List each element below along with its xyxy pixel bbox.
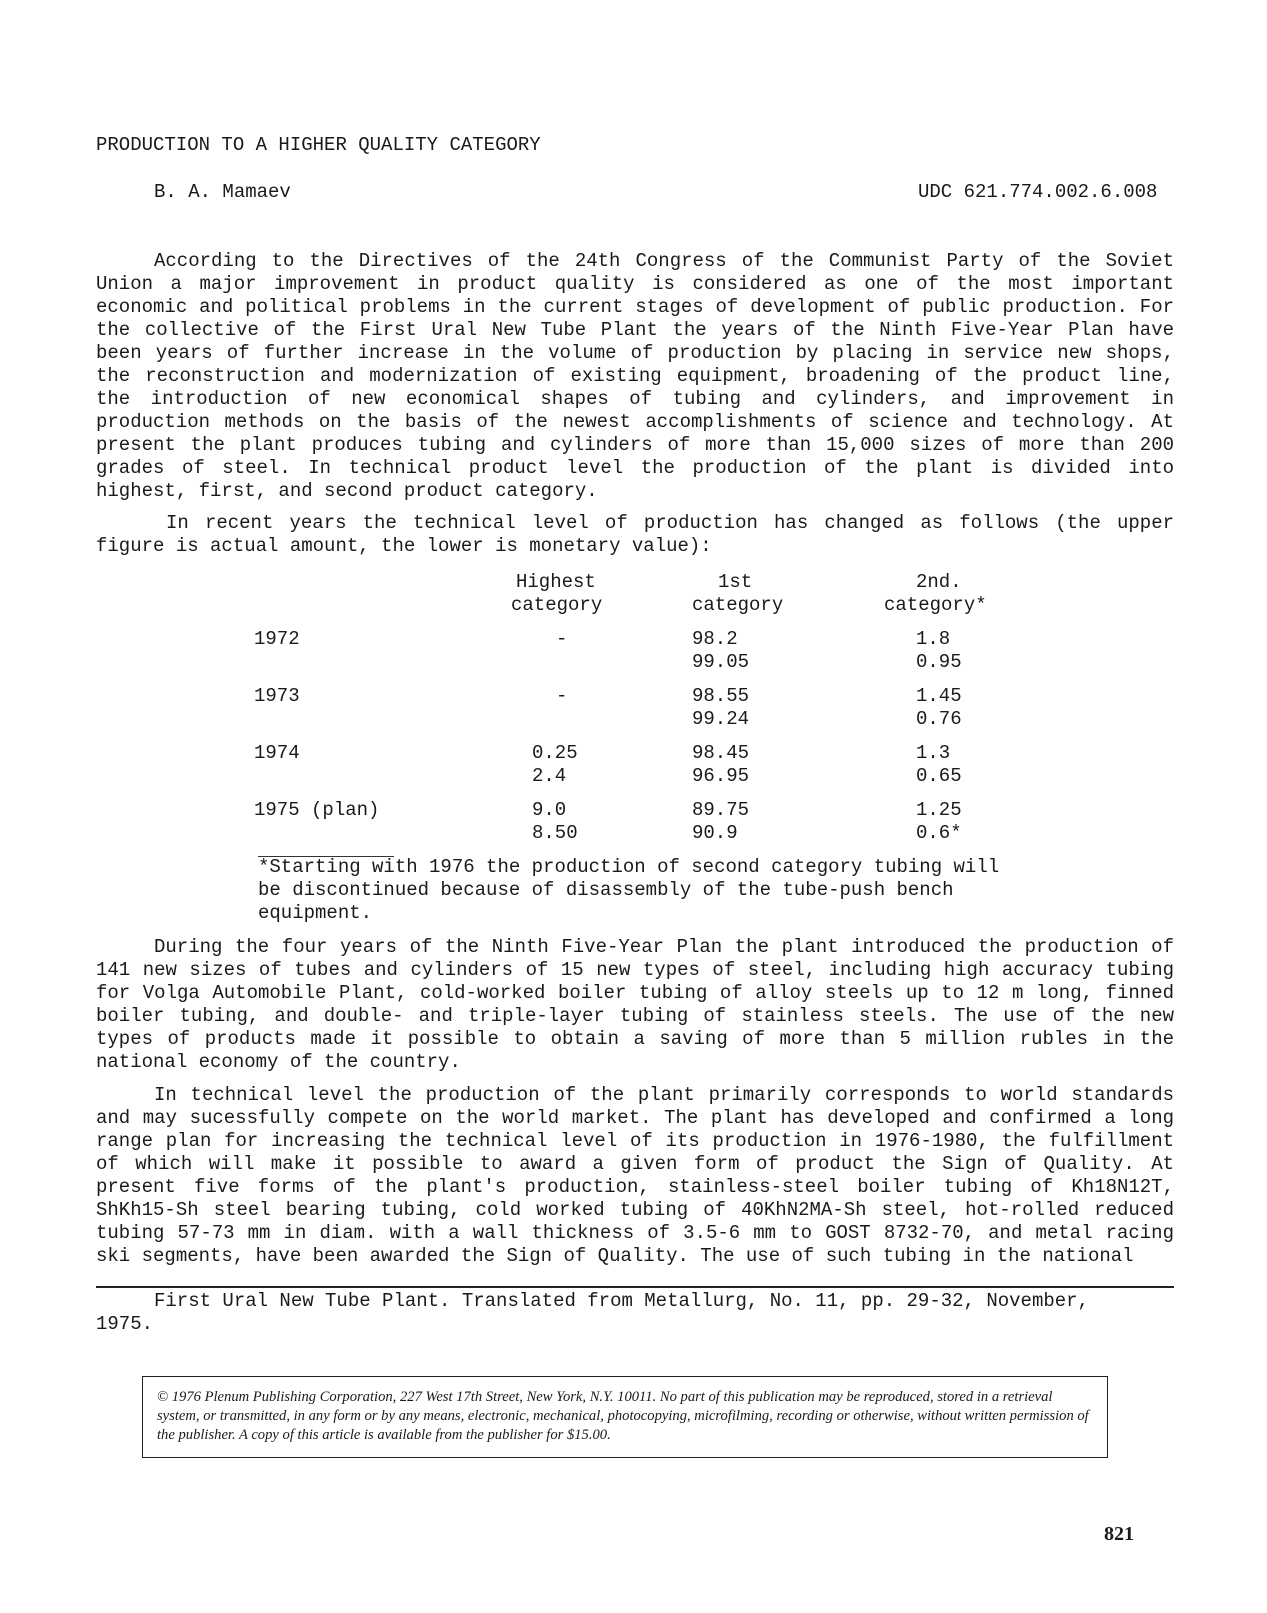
- footer-divider: [96, 1286, 1174, 1288]
- row-year: 1975 (plan): [254, 799, 380, 821]
- copyright-notice: © 1976 Plenum Publishing Corporation, 227 West 17th Street, New York, N.Y. 10011. No part of this publication may be reproduced, stored in a retrieval system, or transmitted, in any form or by any means, electronic, mechanical, photocopying, microfilming, recording or otherwise, without written permission of the publisher. A copy of this article is available from the publisher for $15.00.: [142, 1376, 1108, 1458]
- paragraph-world-standards: In technical level the production of the plant primarily corresponds to world standards and may sucessfully compete on the world market. The plant has developed and confirmed a long range plan for increasing the technical level of its production in 1976-1980, the fulfillment of which will make it possible to award a given form of product the Sign of Quality. At present five forms of the plant's production, stainless-steel boiler tubing of Kh18N12T, ShKh15-Sh steel bearing tubing, cold worked tubing of 40KhN2MA-Sh steel, hot-rolled reduced tubing 57-73 mm in diam. with a wall thickness of 3.5-6 mm to GOST 8732-70, and metal racing ski segments, have been awarded the Sign of Quality. The use of such tubing in the national: [96, 1084, 1174, 1267]
- paragraph-new-products: During the four years of the Ninth Five-Year Plan the plant introduced the production of 141 new sizes of tubes and cylinders of 15 new types of steel, including high accuracy tubing for Volga Automobile Plant, cold-worked boiler tubing of alloy steels up to 12 m long, finned boiler tubing, and double- and triple-layer tubing of stainless steels. The use of the new types of products made it possible to obtain a saving of more than 5 million rubles in the national economy of the country.: [96, 936, 1174, 1073]
- cell-highest-monetary: 8.50: [532, 822, 578, 844]
- cell-highest-actual: -: [556, 685, 568, 707]
- cell-first-monetary: 96.95: [692, 765, 750, 787]
- cell-second-actual: 1.45: [916, 685, 962, 707]
- cell-second-actual: 1.25: [916, 799, 962, 821]
- row-year: 1974: [254, 742, 300, 764]
- header-second-line2: category*: [884, 594, 987, 616]
- row-year: 1972: [254, 628, 300, 650]
- article-title: PRODUCTION TO A HIGHER QUALITY CATEGORY: [96, 134, 541, 156]
- row-year: 1973: [254, 685, 300, 707]
- cell-highest-actual: 9.0: [532, 799, 567, 821]
- cell-first-monetary: 90.9: [692, 822, 738, 844]
- cell-highest-actual: 0.25: [532, 742, 578, 764]
- cell-second-monetary: 0.65: [916, 765, 962, 787]
- header-highest-line1: Highest: [516, 571, 596, 593]
- header-second-line1: 2nd.: [916, 571, 962, 593]
- paragraph-intro: According to the Directives of the 24th Congress of the Communist Party of the Soviet Union a major improvement in product quality is considered as one of the most important economic and political problems in the current stages of development of public production. For the collective of the First Ural New Tube Plant the years of the Ninth Five-Year Plan have been years of further increase in the volume of production by placing in service new shops, the reconstruction and modernization of existing equipment, broadening of the product line, the introduction of new economical shapes of tubing and cylinders, and improvement in production methods on the basis of the newest accomplishments of science and technology. At present the plant produces tubing and cylinders of more than 15,000 sizes of more than 200 grades of steel. In technical product level the production of the plant is divided into highest, first, and second product category.: [96, 250, 1174, 502]
- cell-second-monetary: 0.6*: [916, 822, 962, 844]
- cell-second-monetary: 0.76: [916, 708, 962, 730]
- page-number: 821: [1104, 1523, 1134, 1545]
- cell-highest-monetary: 2.4: [532, 765, 567, 787]
- cell-second-actual: 1.8: [916, 628, 951, 650]
- header-first-line2: category: [692, 594, 784, 616]
- affiliation-note: First Ural New Tube Plant. Translated from Metallurg, No. 11, pp. 29-32, November, 1975.: [96, 1290, 1089, 1335]
- cell-first-actual: 98.2: [692, 628, 738, 650]
- cell-first-monetary: 99.24: [692, 708, 750, 730]
- udc-code: UDC 621.774.002.6.008: [918, 181, 1158, 203]
- cell-first-actual: 89.75: [692, 799, 750, 821]
- author-name: B. A. Mamaev: [154, 181, 291, 203]
- cell-first-monetary: 99.05: [692, 651, 750, 673]
- cell-first-actual: 98.45: [692, 742, 750, 764]
- paragraph-table-intro: In recent years the technical level of production has changed as follows (the upper figure is actual amount, the lower is monetary value):: [96, 512, 1174, 557]
- header-first-line1: 1st: [718, 571, 753, 593]
- cell-first-actual: 98.55: [692, 685, 750, 707]
- cell-highest-actual: -: [556, 628, 568, 650]
- header-highest-line2: category: [511, 594, 603, 616]
- cell-second-monetary: 0.95: [916, 651, 962, 673]
- cell-second-actual: 1.3: [916, 742, 951, 764]
- table-footnote: *Starting with 1976 the production of second category tubing will be discontinued because of disassembly of the tube-push bench equipment.: [258, 856, 1000, 924]
